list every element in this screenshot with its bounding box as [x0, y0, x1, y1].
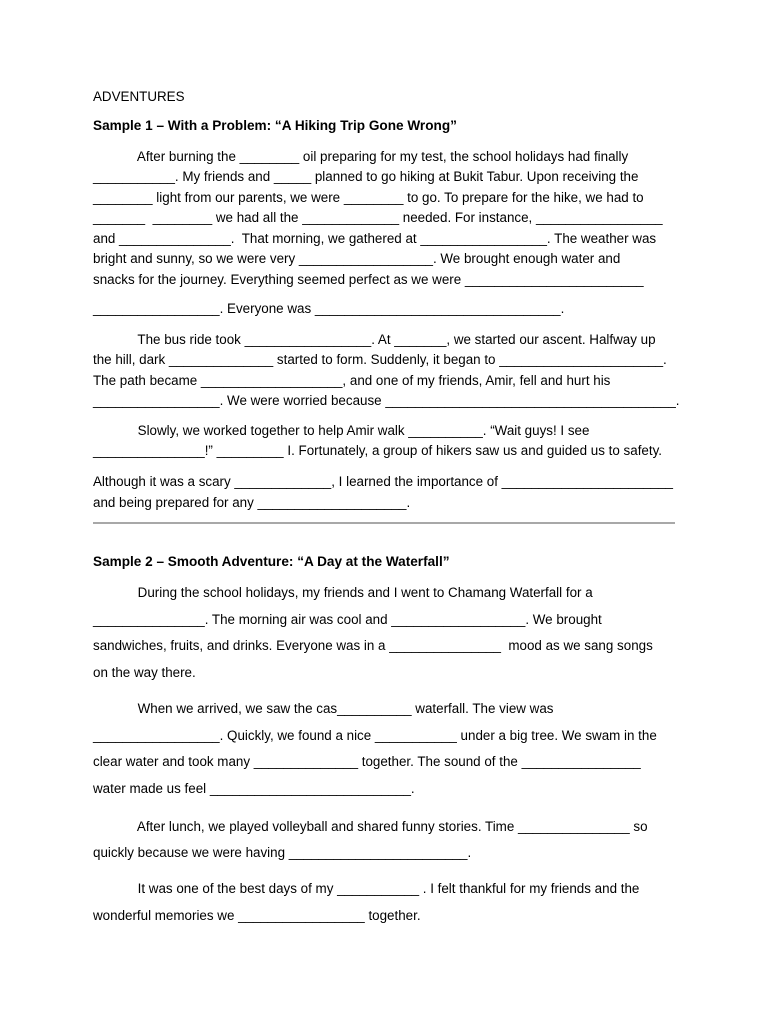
sample2-line: It was one of the best days of my ___________ . I felt thankful for my friends and the	[93, 881, 640, 896]
sample2-line: _______________. The morning air was cool and __________________. We brought	[93, 612, 602, 627]
sample2-line: During the school holidays, my friends and I went to Chamang Waterfall for a	[93, 585, 593, 600]
sample1-line: and _______________. That morning, we gathered at _________________. The weather was	[93, 231, 657, 246]
document-title: ADVENTURES	[93, 89, 185, 104]
sample1-line: snacks for the journey. Everything seemed perfect as we were ________________________	[93, 272, 644, 287]
sample1-line: ___________. My friends and _____ planned to go hiking at Bukit Tabur. Upon receiving the	[93, 169, 639, 184]
sample2-line: sandwiches, fruits, and drinks. Everyone was in a _______________ mood as we sang songs	[93, 638, 653, 653]
sample2-line: wonderful memories we _________________ together.	[93, 908, 421, 923]
sample1-line: The bus ride took _________________. At _______, we started our ascent. Halfway up	[93, 332, 656, 347]
sample1-line: and being prepared for any ____________________.	[93, 495, 411, 510]
sample1-line: _______ ________ we had all the _____________ needed. For instance, _________________	[93, 210, 663, 225]
sample1-line: _________________. We were worried because _______________________________________.	[93, 393, 680, 408]
sample1-line: ________ light from our parents, we were ________ to go. To prepare for the hike, we had to	[93, 190, 644, 205]
sample2-line: water made us feel ___________________________.	[93, 781, 415, 796]
sample1-line: _______________!” _________ I. Fortunately, a group of hikers saw us and guided us to safety.	[93, 443, 663, 458]
sample2-line: When we arrived, we saw the cas__________ waterfall. The view was	[93, 701, 554, 716]
sample1-line: After burning the ________ oil preparing for my test, the school holidays had finally	[93, 149, 629, 164]
sample2-line: on the way there.	[93, 665, 196, 680]
sample1-line: Slowly, we worked together to help Amir walk __________. “Wait guys! I see	[93, 423, 590, 438]
section-divider	[93, 522, 675, 524]
sample2-heading: Sample 2 – Smooth Adventure: “A Day at the Waterfall”	[93, 554, 450, 569]
sample1-line: Although it was a scary _____________, I learned the importance of _______________________	[93, 474, 673, 489]
sample1-line: _________________. Everyone was _________________________________.	[93, 301, 565, 316]
sample2-line: quickly because we were having ________________________.	[93, 845, 472, 860]
sample1-line: bright and sunny, so we were very __________________. We brought enough water and	[93, 251, 621, 266]
sample1-line: the hill, dark ______________ started to form. Suddenly, it began to ______________________.	[93, 352, 667, 367]
sample2-line: _________________. Quickly, we found a nice ___________ under a big tree. We swam in the	[93, 728, 657, 743]
sample2-line: clear water and took many ______________ together. The sound of the ________________	[93, 754, 641, 769]
sample2-line: After lunch, we played volleyball and shared funny stories. Time _______________ so	[93, 819, 648, 834]
sample1-heading: Sample 1 – With a Problem: “A Hiking Trip Gone Wrong”	[93, 118, 457, 133]
sample1-line: The path became ___________________, and one of my friends, Amir, fell and hurt his	[93, 373, 611, 388]
